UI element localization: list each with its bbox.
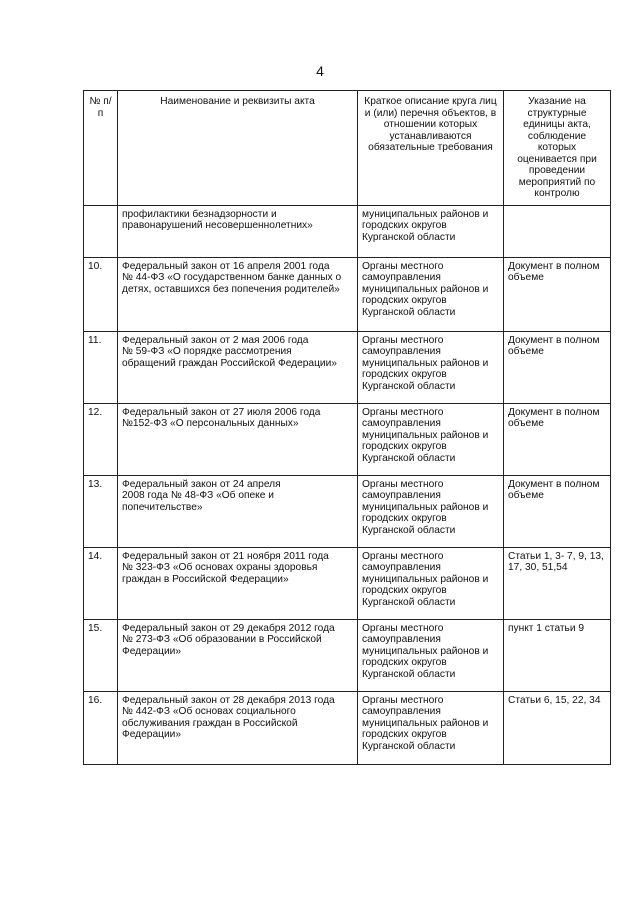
row-units: Документ в полном объеме <box>504 257 611 331</box>
row-num: 13. <box>84 475 118 547</box>
table-row <box>84 475 611 547</box>
table-row <box>84 331 611 403</box>
row-description: Органы местного самоуправления муниципальных районов и городских округов Курганской области <box>358 619 504 691</box>
requirements-table <box>83 90 611 765</box>
row-num <box>84 205 118 257</box>
table-row <box>84 691 611 764</box>
row-act: Федеральный закон от 27 июля 2006 года №152-ФЗ «О персональных данных» <box>118 403 358 475</box>
row-units: пункт 1 статьи 9 <box>504 619 611 691</box>
header-description: Краткое описание круга лиц и (или) перечня объектов, в отношении которых устанавливаются обязательные требования <box>358 91 504 206</box>
page-number: 4 <box>316 63 324 79</box>
table-row <box>84 205 611 257</box>
row-description: Органы местного самоуправления муниципальных районов и городских округов Курганской области <box>358 257 504 331</box>
row-act: Федеральный закон от 29 декабря 2012 года № 273-ФЗ «Об образовании в Российской Федерации» <box>118 619 358 691</box>
row-num: 11. <box>84 331 118 403</box>
row-act: Федеральный закон от 2 мая 2006 года № 59-ФЗ «О порядке рассмотрения обращений граждан Российской Федерации» <box>118 331 358 403</box>
row-description: муниципальных районов и городских округов Курганской области <box>358 205 504 257</box>
header-units: Указание на структурные единицы акта, соблюдение которых оценивается при проведении мероприятий по контролю <box>504 91 611 206</box>
row-num: 12. <box>84 403 118 475</box>
table-row <box>84 547 611 619</box>
row-num: 15. <box>84 619 118 691</box>
row-num: 10. <box>84 257 118 331</box>
table-row <box>84 619 611 691</box>
row-description: Органы местного самоуправления муниципальных районов и городских округов Курганской области <box>358 547 504 619</box>
table-header-row <box>84 91 611 206</box>
table-row <box>84 403 611 475</box>
table-row <box>84 257 611 331</box>
row-description: Органы местного самоуправления муниципальных районов и городских округов Курганской области <box>358 475 504 547</box>
row-units: Статьи 1, 3- 7, 9, 13, 17, 30, 51,54 <box>504 547 611 619</box>
header-act: Наименование и реквизиты акта <box>118 91 358 206</box>
row-units: Документ в полном объеме <box>504 403 611 475</box>
row-units: Документ в полном объеме <box>504 475 611 547</box>
row-description: Органы местного самоуправления муниципальных районов и городских округов Курганской области <box>358 691 504 764</box>
row-units: Статьи 6, 15, 22, 34 <box>504 691 611 764</box>
row-act: Федеральный закон от 28 декабря 2013 года № 442-ФЗ «Об основах социального обслуживания граждан в Российской Федерации» <box>118 691 358 764</box>
row-units <box>504 205 611 257</box>
row-num: 16. <box>84 691 118 764</box>
row-description: Органы местного самоуправления муниципальных районов и городских округов Курганской области <box>358 331 504 403</box>
header-num: № п/п <box>84 91 118 206</box>
row-act: профилактики безнадзорности и правонарушений несовершеннолетних» <box>118 205 358 257</box>
row-act: Федеральный закон от 21 ноября 2011 года № 323-ФЗ «Об основах охраны здоровья граждан в Российской Федерации» <box>118 547 358 619</box>
row-act: Федеральный закон от 16 апреля 2001 года № 44-ФЗ «О государственном банке данных о детях, оставшихся без попечения родителей» <box>118 257 358 331</box>
row-units: Документ в полном объеме <box>504 331 611 403</box>
row-act: Федеральный закон от 24 апреля 2008 года № 48-ФЗ «Об опеке и попечительстве» <box>118 475 358 547</box>
row-num: 14. <box>84 547 118 619</box>
row-description: Органы местного самоуправления муниципальных районов и городских округов Курганской области <box>358 403 504 475</box>
